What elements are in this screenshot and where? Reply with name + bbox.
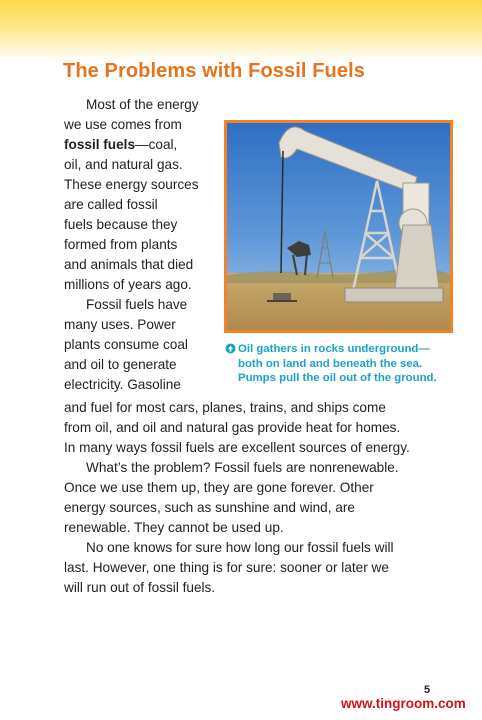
body-line: Once we use them up, they are gone forever. Other	[64, 480, 374, 495]
body-line: oil, and natural gas.	[64, 157, 183, 172]
caption-line: Pumps pull the oil out of the ground.	[238, 372, 437, 384]
body-line: In many ways fossil fuels are excellent sources of energy.	[64, 440, 410, 455]
body-line	[64, 135, 177, 155]
oil-pump-illustration	[227, 123, 450, 330]
body-line: and oil to generate	[64, 357, 177, 372]
body-line: we use comes from	[64, 117, 182, 132]
body-line: and animals that died	[64, 257, 194, 272]
caption-arrow-icon	[225, 343, 236, 354]
caption-line: both on land and beneath the sea.	[238, 357, 423, 370]
caption-line: Oil gathers in rocks underground—	[238, 343, 430, 355]
header-band	[0, 0, 482, 62]
body-line: What’s the problem? Fossil fuels are nonrenewable.	[86, 460, 399, 475]
body-line: fuels because they	[64, 217, 178, 232]
glossary-term: fossil fuels	[64, 137, 136, 152]
page-number: 5	[424, 684, 431, 696]
body-line: Fossil fuels have	[86, 297, 188, 312]
body-line: energy sources, such as sunshine and wind, are	[64, 500, 355, 515]
body-line: many uses. Power	[64, 317, 176, 332]
body-line: formed from plants	[64, 237, 178, 252]
body-line: last. However, one thing is for sure: sooner or later we	[64, 560, 389, 575]
body-line: from oil, and oil and natural gas provide heat for homes.	[64, 420, 401, 435]
body-line: These energy sources	[64, 177, 199, 192]
body-line: will run out of fossil fuels.	[64, 580, 216, 595]
body-line: are called fossil	[64, 197, 158, 212]
page-title: The Problems with Fossil Fuels	[63, 60, 365, 82]
body-line: renewable. They cannot be used up.	[64, 520, 284, 535]
body-line: electricity. Gasoline	[64, 377, 181, 392]
body-line: plants consume coal	[64, 337, 188, 352]
oil-pump-photo	[224, 120, 453, 333]
watermark: www.tingroom.com	[341, 696, 466, 711]
body-line: millions of years ago.	[64, 277, 192, 292]
body-line: and fuel for most cars, planes, trains, and ships come	[64, 400, 386, 415]
body-line: Most of the energy	[86, 97, 199, 112]
body-line: No one knows for sure how long our fossil fuels will	[86, 540, 394, 555]
body-line-text: —coal,	[135, 137, 178, 152]
